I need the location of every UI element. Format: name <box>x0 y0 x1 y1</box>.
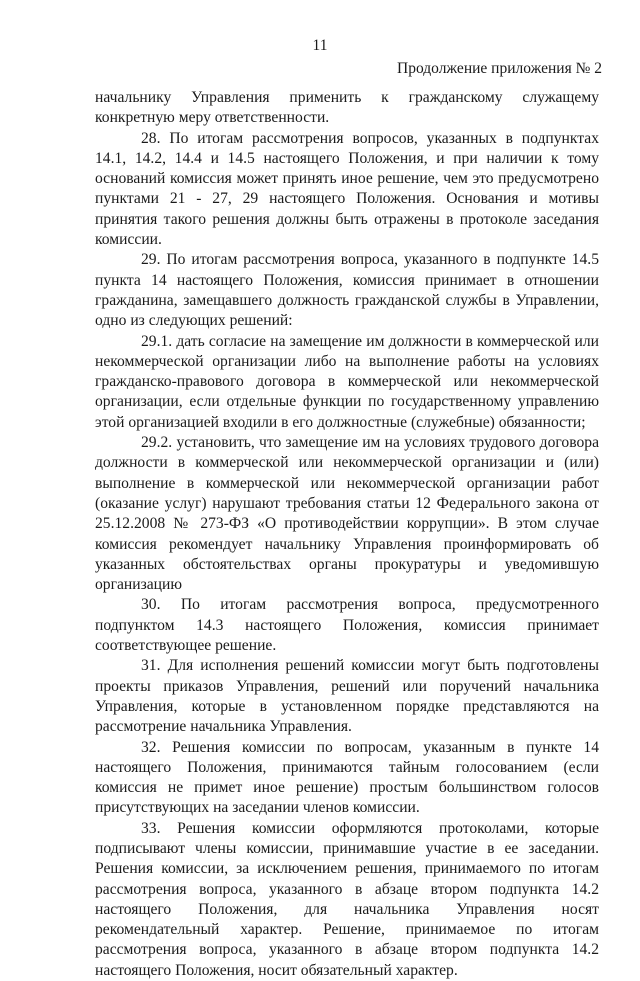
page-number: 11 <box>312 37 328 54</box>
paragraph-33: 33. Решения комиссии оформляются протоколами, которые подписывают члены комиссии, принимавшие участие в ее заседании. Решения комиссии, за исключением решения, принимаемого по итогам рассмотрения вопроса, указанного в абзаце втором подпункта 14.2 настоящего Положения, для начальника Управления носят рекомендательный характер. Решение, принимаемое по итогам рассмотрения вопроса, указанного в абзаце втором подпункта 14.2 настоящего Положения, носит обязательный характер. <box>95 819 599 979</box>
paragraph-30: 30. По итогам рассмотрения вопроса, предусмотренного подпунктом 14.3 настоящего Положения, комиссия принимает соответствующее решение. <box>95 596 599 655</box>
paragraph-31: 31. Для исполнения решений комиссии могут быть подготовлены проекты приказов Управления, решений или поручений начальника Управления, которые в установленном порядке представляются на рассмотрение начальника Управления. <box>95 657 599 736</box>
paragraph-29: 29. По итогам рассмотрения вопроса, указанного в подпункте 14.5 пункта 14 настоящего Положения, комиссия принимает в отношении гражданина, замещавшего должность гражданской службы в Управлении, одно из следующих решений: <box>95 251 599 330</box>
document-body <box>95 88 599 981</box>
appendix-continuation-label: Продолжение приложения № 2 <box>397 60 602 77</box>
paragraph-28: 28. По итогам рассмотрения вопросов, указанных в подпунктах 14.1, 14.2, 14.4 и 14.5 настоящего Положения, и при наличии к тому оснований комиссия может принять иное решение, чем это предусмотрено пунктами 21 - 27, 29 настоящего Положения. Основания и мотивы принятия такого решения должны быть отражены в протоколе заседания комиссии. <box>95 129 599 249</box>
paragraph-27-end: начальнику Управления применить к гражданскому служащему конкретную меру ответственности. <box>95 89 599 127</box>
paragraph-29-1: 29.1. дать согласие на замещение им должности в коммерческой или некоммерческой организации либо на выполнение работы на условиях гражданско-правового договора в коммерческой или некоммерческой организации, если отдельные функции по государственному управлению этой организацией входили в его должностные (служебные) обязанности; <box>95 332 599 431</box>
paragraph-29-2: 29.2. установить, что замещение им на условиях трудового договора должности в коммерческой или некоммерческой организации и (или) выполнение в коммерческой или некоммерческой организации работ (оказание услуг) нарушают требования статьи 12 Федерального закона от 25.12.2008 № 273-ФЗ «О противодействии коррупции». В этом случае комиссия рекомендует начальнику Управления проинформировать об указанных обстоятельствах органы прокуратуры и уведомившую организацию <box>95 434 599 594</box>
paragraph-32: 32. Решения комиссии по вопросам, указанным в пункте 14 настоящего Положения, принимаются тайным голосованием (если комиссия не примет иное решение) простым большинством голосов присутствующих на заседании членов комиссии. <box>95 738 599 817</box>
